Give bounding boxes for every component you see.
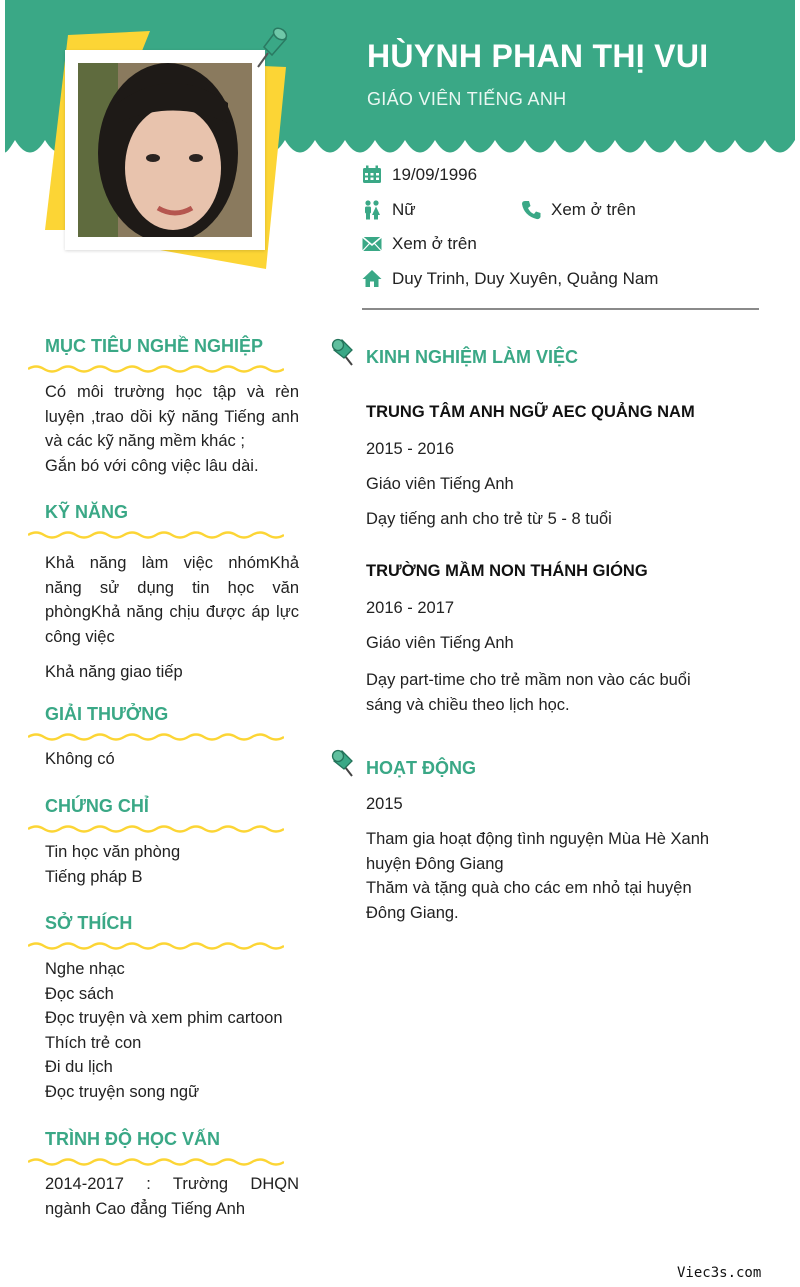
job-period: 2016 - 2017 (366, 599, 455, 617)
education-line: 2014-2017 : Trường DHQN (45, 1175, 299, 1193)
skills-line: năng sử dụng tin học văn (45, 578, 299, 597)
certificates-list (45, 840, 299, 889)
activity-line: Tham gia hoạt động tình nguyện Mùa Hè Xanh (366, 830, 710, 848)
pushpin-icon (250, 25, 290, 71)
skills-line: công việc (45, 627, 115, 646)
experience-heading: KINH NGHIỆM LÀM VIỆC (366, 347, 579, 367)
job-description: Dạy tiếng anh cho trẻ từ 5 - 8 tuổi (366, 510, 612, 528)
activity-line: Thăm và tặng quà cho các em nhỏ tại huyện (366, 879, 692, 897)
certificates-heading: CHỨNG CHỈ (45, 796, 149, 816)
envelope-icon (362, 234, 382, 254)
yellow-wave-divider (28, 1155, 284, 1169)
yellow-wave-divider (28, 939, 284, 953)
pushpin-icon (330, 338, 358, 368)
objective-line: và các kỹ năng mềm khác ; (45, 432, 245, 450)
job-organization: TRƯỜNG MẦM NON THÁNH GIÓNG (366, 562, 648, 580)
certificate-item: Tin học văn phòng (45, 843, 181, 861)
calendar-icon (362, 165, 382, 185)
activity-line: Đông Giang. (366, 903, 459, 922)
job-role: Giáo viên Tiếng Anh (366, 475, 514, 493)
yellow-wave-divider (28, 528, 284, 542)
activity-year: 2015 (366, 795, 403, 813)
hobbies-list (45, 957, 299, 1104)
skills-line: Khả năng làm việc nhómKhả (45, 554, 299, 572)
skills-heading: KỸ NĂNG (45, 502, 129, 522)
profile-photo (78, 63, 252, 237)
hobby-item: Nghe nhạc (45, 960, 125, 978)
skills-text (45, 551, 299, 649)
objective-line: Gắn bó với công việc lâu dài. (45, 456, 259, 475)
email-value: Xem ở trên (392, 234, 477, 253)
address-value: Duy Trinh, Duy Xuyên, Quảng Nam (392, 269, 659, 288)
job-organization: TRUNG TÂM ANH NGỮ AEC QUẢNG NAM (366, 403, 695, 421)
phone-icon (521, 200, 541, 220)
yellow-wave-divider (28, 822, 284, 836)
job-period: 2015 - 2016 (366, 440, 455, 458)
job-title: GIÁO VIÊN TIẾNG ANH (367, 89, 567, 109)
hobby-item: Thích trẻ con (45, 1033, 142, 1052)
hobby-item: Đọc truyện và xem phim cartoon (45, 1009, 283, 1027)
education-text (45, 1172, 299, 1221)
awards-text: Không có (45, 750, 115, 768)
activities-heading: HOẠT ĐỘNG (366, 758, 476, 778)
education-heading: TRÌNH ĐỘ HỌC VẤN (45, 1129, 220, 1149)
certificate-item: Tiếng pháp B (45, 867, 143, 886)
awards-heading: GIẢI THƯỞNG (45, 704, 169, 724)
activity-line: huyện Đông Giang (366, 854, 504, 873)
people-icon (362, 200, 382, 220)
hobby-item: Đọc truyện song ngữ (45, 1082, 200, 1101)
job-role: Giáo viên Tiếng Anh (366, 634, 514, 652)
photo-frame (65, 50, 265, 250)
yellow-wave-divider (28, 730, 284, 744)
birthdate-value: 19/09/1996 (392, 165, 478, 184)
phone-value: Xem ở trên (551, 200, 636, 219)
hobbies-heading: SỞ THÍCH (45, 913, 133, 933)
profile-photo-block (40, 25, 290, 275)
contact-divider (362, 308, 759, 310)
home-icon (362, 269, 382, 289)
yellow-wave-divider (28, 362, 284, 376)
hobby-item: Đọc sách (45, 984, 114, 1003)
watermark: Viec3s.com (677, 1265, 762, 1281)
education-line: ngành Cao đẳng Tiếng Anh (45, 1199, 246, 1218)
skills-extra: Khả năng giao tiếp (45, 663, 183, 681)
activity-text (366, 827, 709, 925)
objective-line: Có môi trường học tập và rèn (45, 383, 299, 401)
pushpin-icon (330, 749, 358, 779)
job-description-line: sáng và chiều theo lịch học. (366, 695, 570, 714)
candidate-name: HÙYNH PHAN THỊ VUI (367, 38, 709, 74)
skills-line: phòngKhả năng chịu được áp lực (45, 603, 299, 621)
objective-text (45, 380, 299, 478)
objective-heading: MỤC TIÊU NGHỀ NGHIỆP (45, 336, 264, 356)
hobby-item: Đi du lịch (45, 1058, 113, 1076)
job-description-line: Dạy part-time cho trẻ mầm non vào các buổi (366, 671, 691, 689)
job-description (366, 668, 691, 717)
objective-line: luyện ,trao dồi kỹ năng Tiếng anh (45, 407, 299, 426)
gender-value: Nữ (392, 200, 416, 219)
